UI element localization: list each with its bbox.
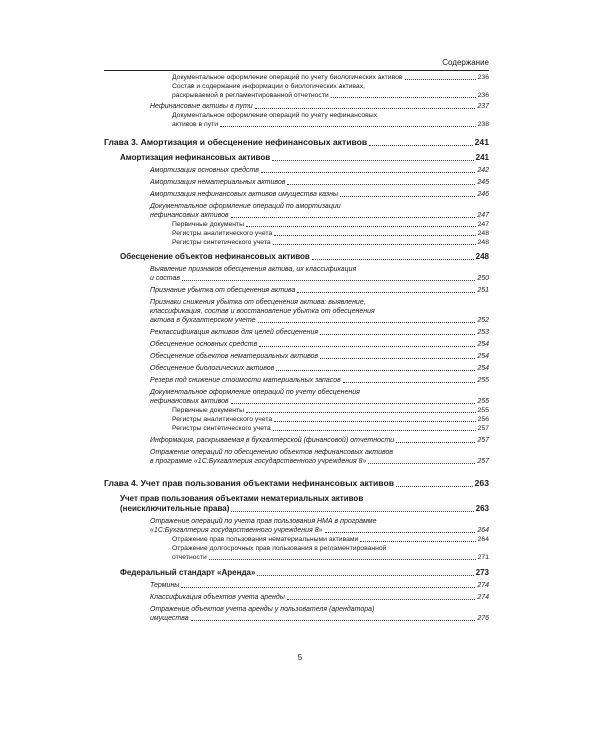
toc-entry-title: Глава 3. Амортизация и обесценение нефинансовых активов — [104, 137, 368, 147]
toc-entry[interactable] — [104, 82, 489, 100]
toc-entry[interactable] — [104, 238, 489, 247]
page-number: 5 — [297, 653, 303, 662]
dot-leader — [246, 412, 476, 413]
toc-entry-page: 253 — [477, 329, 489, 336]
dot-leader — [360, 541, 475, 542]
toc-entry-page: 264 — [477, 527, 489, 534]
running-head — [104, 58, 489, 71]
dot-leader — [272, 160, 474, 161]
toc-entry-page: 236 — [477, 92, 489, 99]
toc-entry-title: в программе «1С:Бухгалтерия государственного учреждения 8» — [150, 458, 367, 465]
toc-entry-title: (неисключительные права) — [120, 504, 230, 513]
toc-entry-page: 257 — [477, 458, 489, 465]
toc-entry-title: Амортизация нефинансовых активов имущества казны — [150, 191, 339, 198]
toc-entry-title: раскрываемой в регламентированной отчетности — [172, 92, 329, 99]
toc-entry[interactable] — [104, 190, 489, 199]
toc-entry-title: Обесценение основных средств — [150, 341, 258, 348]
toc-entry-title: актива в бухгалтерском учете — [150, 317, 256, 324]
toc-entry[interactable] — [104, 111, 489, 129]
toc-entry[interactable] — [104, 517, 489, 535]
dot-leader — [287, 599, 475, 600]
dot-leader — [182, 280, 475, 281]
toc-entry-page: 254 — [477, 353, 489, 360]
toc-entry-title: Документальное оформление операций по амортизации — [150, 203, 341, 210]
toc-entry-title: Отражение прав пользования нематериальными активами — [172, 536, 359, 543]
toc-entry-page: 247 — [477, 212, 489, 219]
toc-entry-title: отчетности — [172, 554, 207, 561]
dot-leader — [325, 532, 476, 533]
toc-entry[interactable] — [104, 593, 489, 602]
toc-entry[interactable] — [104, 406, 489, 415]
toc-entry-page: 252 — [477, 317, 489, 324]
toc-entry[interactable] — [104, 340, 489, 349]
toc-entry[interactable] — [104, 166, 489, 175]
dot-leader — [273, 244, 476, 245]
toc-entry[interactable] — [104, 265, 489, 283]
dot-leader — [396, 486, 473, 487]
toc-entry-title: Регистры аналитического учета — [172, 416, 273, 423]
toc-entry-title: Выявление признаков обесценения актива, их классификация — [150, 266, 357, 273]
toc-entry[interactable] — [104, 298, 489, 325]
dot-leader — [259, 346, 475, 347]
toc-entry-title: Регистры синтетического учета — [172, 425, 271, 432]
toc-entry-page: 255 — [477, 407, 489, 414]
toc-entry-title: Амортизация основных средств — [150, 167, 259, 174]
toc-entry-page: 255 — [477, 377, 489, 384]
toc-entry-page: 248 — [477, 230, 489, 237]
toc-entry[interactable] — [104, 220, 489, 229]
toc-entry-title: Глава 4. Учет прав пользования объектами нефинансовых активов — [104, 478, 394, 488]
toc-entry-title: нефинансовых активов — [150, 398, 229, 405]
toc-entry-page: 256 — [477, 416, 489, 423]
toc-entry-page: 264 — [477, 536, 489, 543]
toc-entry-page: 248 — [475, 252, 489, 261]
toc-entry[interactable] — [104, 252, 489, 262]
toc-entry-title: Признаки снижения убытка от обесценения актива: выявление, — [150, 299, 366, 306]
toc-entry-title: Регистры синтетического учета — [172, 239, 271, 246]
toc-entry-title: Амортизация нематериальных активов — [150, 179, 286, 186]
toc-entry-page: 263 — [474, 478, 489, 488]
dot-leader — [231, 511, 473, 512]
toc-entry[interactable] — [104, 544, 489, 562]
running-title: Содержание — [442, 58, 489, 67]
dot-leader — [405, 79, 476, 80]
toc-entry-title: Регистры аналитического учета — [172, 230, 273, 237]
toc-entry-page: 276 — [477, 615, 489, 622]
toc-entry-page: 242 — [477, 167, 489, 174]
toc-entry-title: Документальное оформление операций по учету биологических активов — [172, 74, 403, 81]
toc-entry[interactable] — [104, 328, 489, 337]
toc-entry-page: 257 — [477, 425, 489, 432]
dot-leader — [220, 126, 476, 127]
dot-leader — [320, 358, 475, 359]
toc-entry-title: Обесценение биологических активов — [150, 365, 275, 372]
dot-leader — [246, 226, 476, 227]
toc-entry-page: 246 — [477, 191, 489, 198]
toc-entry-page: 254 — [477, 365, 489, 372]
toc-entry-page: 271 — [477, 554, 489, 561]
toc-entry-title: Первичные документы — [172, 221, 245, 228]
toc-entry[interactable] — [104, 286, 489, 295]
toc-entry-title: Резерв под снижение стоимости материальных запасов — [150, 377, 341, 384]
toc-entry-title: Документальное оформление операций по учету обесценения — [150, 389, 360, 396]
dot-leader — [181, 587, 475, 588]
dot-leader — [369, 145, 472, 146]
toc-entry-page: 236 — [477, 74, 489, 81]
toc-entry-title: Отражение объектов учета аренды у пользователя (арендатора) — [150, 606, 375, 613]
toc-entry-page: 254 — [477, 341, 489, 348]
toc-entry-title: Информация, раскрываемая в бухгалтерской (финансовой) отчетности — [150, 437, 395, 444]
toc-entry[interactable] — [104, 568, 489, 578]
dot-leader — [191, 620, 476, 621]
toc-entry-page: 241 — [475, 153, 489, 162]
toc-entry-title: «1С:Бухгалтерия государственного учреждения 8» — [150, 527, 323, 534]
toc-entry-title: Учет прав пользования объектами нематериальных активов — [120, 494, 364, 503]
toc-entry-title: Обесценение объектов нефинансовых активов — [120, 252, 310, 261]
toc-entry-page: 237 — [477, 103, 489, 110]
toc-entry-page: 263 — [475, 504, 489, 513]
dot-leader — [261, 172, 475, 173]
dot-leader — [231, 217, 476, 218]
toc-entry[interactable] — [104, 448, 489, 466]
toc-entry-title: Отражение долгосрочных прав пользования в регламентированной — [172, 545, 387, 552]
toc-entry[interactable] — [104, 364, 489, 373]
table-of-contents — [104, 73, 489, 623]
dot-leader — [231, 403, 476, 404]
toc-entry-title: Федеральный стандарт «Аренда» — [120, 568, 256, 577]
toc-entry-title: Термины — [150, 582, 180, 589]
toc-entry-title: Документальное оформление операций по учету нефинансовых — [172, 112, 377, 119]
toc-entry-page: 251 — [477, 287, 489, 294]
toc-entry[interactable] — [104, 424, 489, 433]
toc-entry-page: 255 — [477, 398, 489, 405]
dot-leader — [276, 370, 475, 371]
toc-entry[interactable] — [104, 535, 489, 544]
toc-entry-page: 274 — [477, 582, 489, 589]
toc-entry-page: 273 — [475, 568, 489, 577]
toc-entry-title: Состав и содержание информации о биологических активах, — [172, 83, 366, 90]
toc-entry[interactable] — [104, 436, 489, 445]
toc-entry-title: активов в пути — [172, 121, 219, 128]
toc-entry-page: 241 — [474, 137, 489, 147]
toc-entry[interactable] — [104, 229, 489, 238]
toc-entry-page: 257 — [477, 437, 489, 444]
toc-entry-title: Отражение операций по учета прав пользования НМА в программе — [150, 518, 377, 525]
toc-entry[interactable] — [104, 102, 489, 111]
toc-entry[interactable] — [104, 581, 489, 590]
dot-leader — [368, 463, 475, 464]
toc-entry[interactable] — [104, 178, 489, 187]
toc-entry-title: Амортизация нефинансовых активов — [120, 153, 271, 162]
toc-entry-title: Реклассификация активов для целей обесценения — [150, 329, 319, 336]
dot-leader — [340, 196, 475, 197]
dot-leader — [274, 235, 475, 236]
toc-entry-page: 245 — [477, 179, 489, 186]
toc-entry[interactable] — [104, 73, 489, 82]
toc-entry-title: нефинансовых активов — [150, 212, 229, 219]
toc-entry[interactable] — [104, 605, 489, 623]
dot-leader — [257, 575, 473, 576]
dot-leader — [273, 430, 476, 431]
toc-entry-title: имущества — [150, 615, 189, 622]
toc-entry-page: 248 — [477, 239, 489, 246]
dot-leader — [287, 184, 475, 185]
dot-leader — [297, 292, 475, 293]
toc-entry-title: Классификация объектов учета аренды — [150, 594, 285, 601]
toc-entry[interactable] — [104, 202, 489, 220]
toc-entry-page: 238 — [477, 121, 489, 128]
toc-entry[interactable] — [104, 352, 489, 361]
toc-entry-page: 250 — [477, 275, 489, 282]
toc-entry[interactable] — [104, 494, 489, 514]
toc-entry-page: 274 — [477, 594, 489, 601]
dot-leader — [320, 334, 475, 335]
dot-leader — [331, 97, 476, 98]
toc-entry[interactable] — [104, 153, 489, 163]
dot-leader — [396, 442, 475, 443]
dot-leader — [274, 421, 475, 422]
toc-entry-title: Отражение операций по обесценению объектов нефинансовых активов — [150, 449, 394, 456]
dot-leader — [209, 559, 476, 560]
toc-entry-title: Первичные документы — [172, 407, 245, 414]
toc-entry[interactable] — [104, 478, 489, 489]
toc-entry-title: Признание убытка от обесценения актива — [150, 287, 296, 294]
dot-leader — [255, 108, 476, 109]
toc-entry[interactable] — [104, 376, 489, 385]
toc-entry-title: Нефинансовые активы в пути — [150, 103, 253, 110]
toc-entry[interactable] — [104, 388, 489, 406]
dot-leader — [312, 259, 474, 260]
toc-entry-title: классификация, состав и восстановление убытка от обесценения — [150, 308, 375, 315]
toc-entry-title: и состав — [150, 275, 181, 282]
dot-leader — [343, 382, 475, 383]
toc-entry-page: 247 — [477, 221, 489, 228]
dot-leader — [258, 322, 476, 323]
toc-entry-title: Обесценение объектов нематериальных активов — [150, 353, 319, 360]
toc-entry[interactable] — [104, 137, 489, 148]
toc-entry[interactable] — [104, 415, 489, 424]
